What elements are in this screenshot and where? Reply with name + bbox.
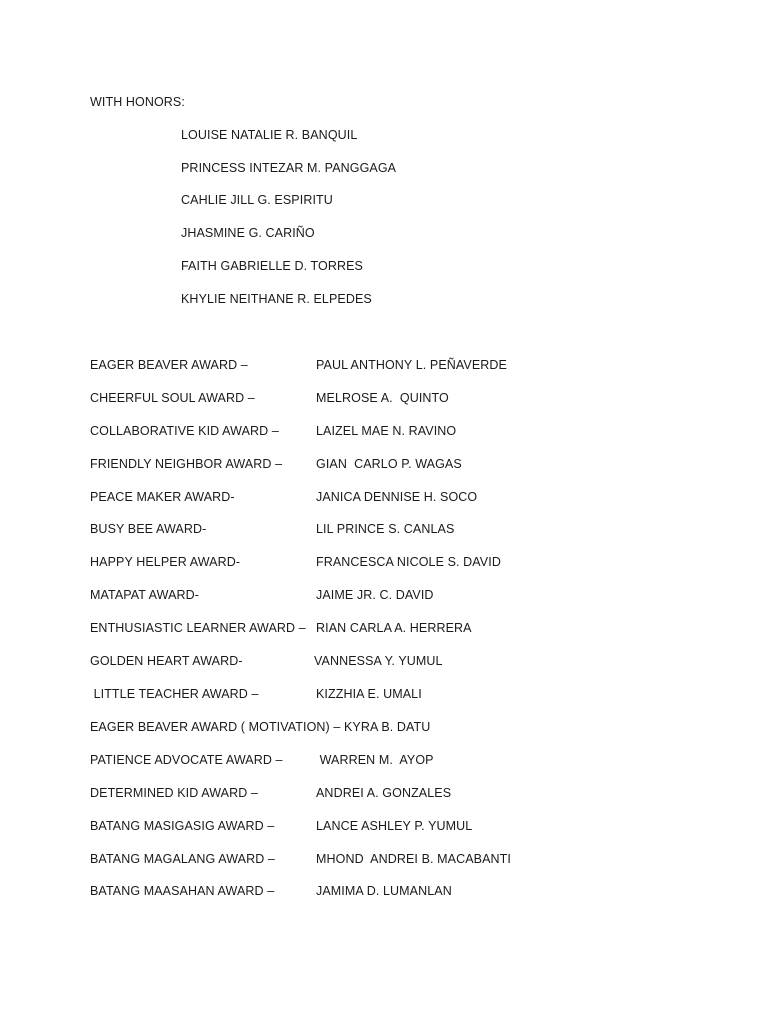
award-recipient: FRANCESCA NICOLE S. DAVID	[316, 555, 501, 569]
award-title: GOLDEN HEART AWARD-	[90, 654, 243, 668]
honor-name: PRINCESS INTEZAR M. PANGGAGA	[181, 161, 397, 175]
award-recipient: JANICA DENNISE H. SOCO	[316, 490, 478, 504]
award-title: PATIENCE ADVOCATE AWARD –	[90, 753, 283, 767]
award-title: HAPPY HELPER AWARD-	[90, 555, 241, 569]
award-recipient: ANDREI A. GONZALES	[316, 786, 452, 800]
award-title: EAGER BEAVER AWARD ( MOTIVATION) – KYRA B. DATU	[90, 720, 431, 734]
award-recipient: WARREN M. AYOP	[316, 753, 434, 767]
award-title: LITTLE TEACHER AWARD –	[90, 687, 259, 701]
award-recipient: LIL PRINCE S. CANLAS	[316, 522, 455, 536]
award-title: ENTHUSIASTIC LEARNER AWARD –	[90, 621, 306, 635]
honor-name: CAHLIE JILL G. ESPIRITU	[181, 193, 333, 207]
award-recipient: LAIZEL MAE N. RAVINO	[316, 424, 457, 438]
award-title: PEACE MAKER AWARD-	[90, 490, 235, 504]
honor-name: LOUISE NATALIE R. BANQUIL	[181, 128, 358, 142]
award-title: COLLABORATIVE KID AWARD –	[90, 424, 279, 438]
award-recipient: MHOND ANDREI B. MACABANTI	[316, 852, 511, 866]
award-title: CHEERFUL SOUL AWARD –	[90, 391, 255, 405]
award-recipient: PAUL ANTHONY L. PEÑAVERDE	[316, 358, 507, 372]
award-title: DETERMINED KID AWARD –	[90, 786, 258, 800]
award-recipient: LANCE ASHLEY P. YUMUL	[316, 819, 473, 833]
with-honors-heading: WITH HONORS:	[90, 95, 185, 109]
award-title: BATANG MASIGASIG AWARD –	[90, 819, 275, 833]
award-recipient: MELROSE A. QUINTO	[316, 391, 449, 405]
award-recipient: RIAN CARLA A. HERRERA	[316, 621, 472, 635]
award-title: BUSY BEE AWARD-	[90, 522, 207, 536]
award-title: BATANG MAASAHAN AWARD –	[90, 884, 275, 898]
honor-name: KHYLIE NEITHANE R. ELPEDES	[181, 292, 372, 306]
award-recipient: GIAN CARLO P. WAGAS	[316, 457, 462, 471]
award-title: BATANG MAGALANG AWARD –	[90, 852, 275, 866]
award-title: EAGER BEAVER AWARD –	[90, 358, 248, 372]
award-title: FRIENDLY NEIGHBOR AWARD –	[90, 457, 283, 471]
award-recipient: KIZZHIA E. UMALI	[316, 687, 422, 701]
award-title: MATAPAT AWARD-	[90, 588, 200, 602]
award-recipient: JAMIMA D. LUMANLAN	[316, 884, 452, 898]
honor-name: FAITH GABRIELLE D. TORRES	[181, 259, 363, 273]
award-recipient: JAIME JR. C. DAVID	[316, 588, 434, 602]
award-recipient: VANNESSA Y. YUMUL	[314, 654, 443, 668]
honor-name: JHASMINE G. CARIÑO	[181, 226, 315, 240]
